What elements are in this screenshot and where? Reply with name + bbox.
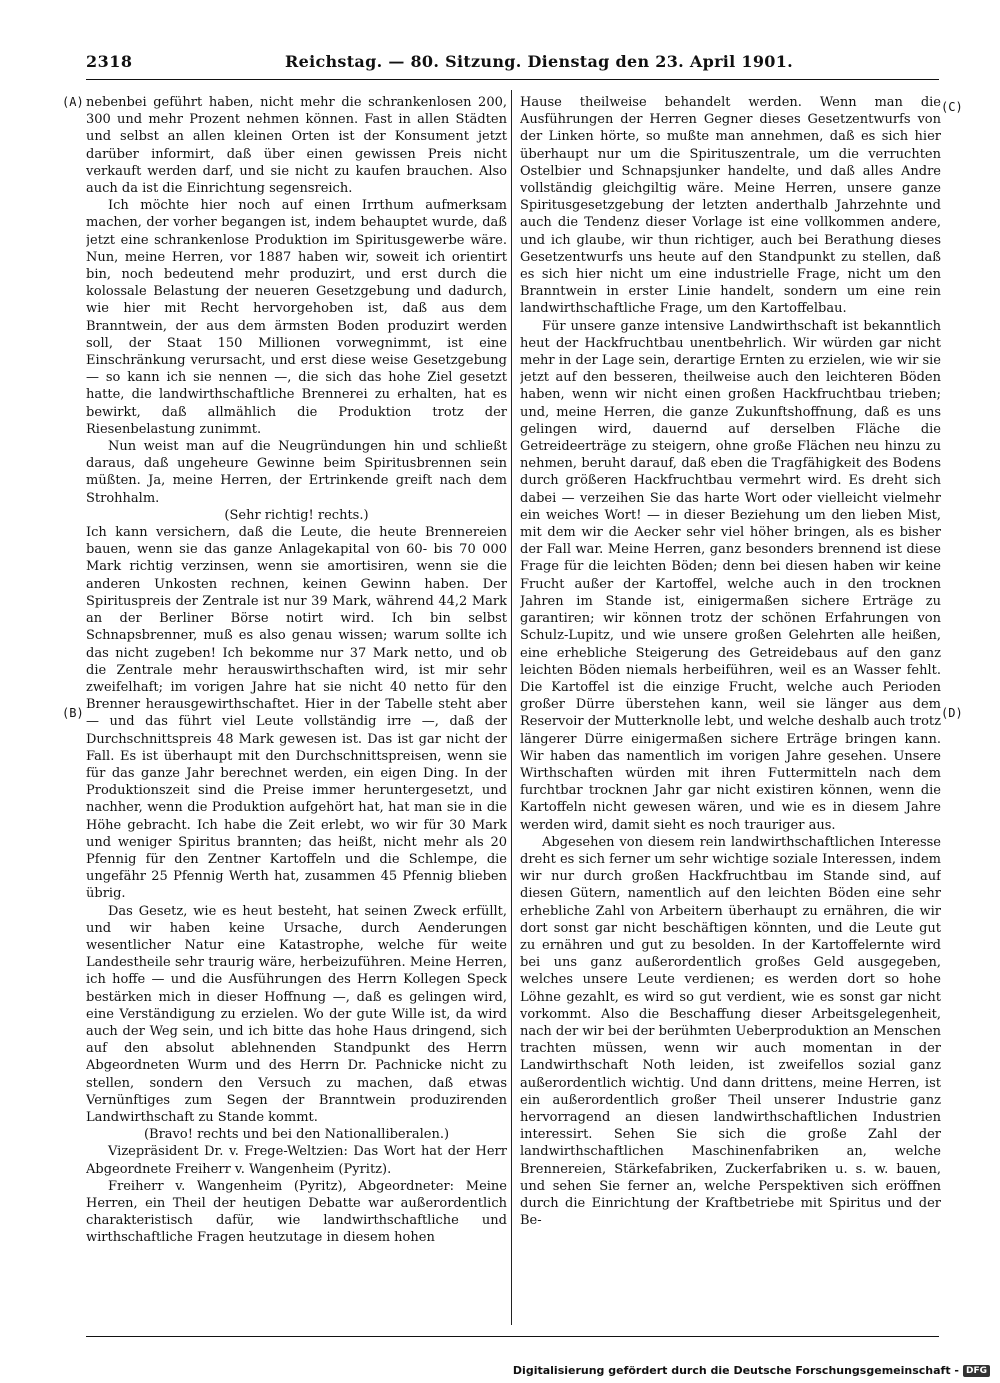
footer-rule (86, 1336, 939, 1337)
page-number: 2318 (86, 52, 133, 71)
margin-mark-c: (C) (941, 100, 963, 114)
margin-mark-a: (A) (62, 95, 84, 109)
right-column (520, 94, 941, 1324)
interjection: (Bravo! rechts und bei den Nationalliberalen.) (143, 1127, 450, 1143)
margin-mark-d: (D) (941, 706, 963, 720)
footer-text: Digitalisierung gefördert durch die Deutsche Forschungsgemeinschaft - (512, 1364, 959, 1377)
paragraph: Das Gesetz, wie es heut besteht, hat seinen Zweck erfüllt, und wir haben keine Ursache, durch Aenderungen wesentlicher Natur eine Katastrophe, welche für weite Landestheile sehr traurig wäre, herbeizuführen. Meine Herren, ich hoffe — und die Ausführungen des Herrn Kollegen Speck bestärken mich in dieser Hoffnung —, daß es gelingen wird, eine Verständigung zu erzielen. Wo der gute Wille ist, da wird auch der Weg sein, und ich bitte das hohe Haus dringend, sich auf den absolut ablehnenden Standpunkt des Herrn Abgeordneten Wurm und des Herrn Dr. Pachnicke nicht zu stellen, sondern den Versuch zu machen, daß etwas Vernünftiges zum Segen der Branntwein produzirenden Landwirthschaft zu Stande kommt. (86, 903, 507, 1125)
interjection: (Sehr richtig! rechts.) (224, 507, 369, 523)
paragraph: Nun weist man auf die Neugründungen hin und schließt daraus, daß ungeheure Gewinne beim Spiritusbrennen sein müßten. Ja, meine Herren, der Ertrinkende greift nach dem Strohhalm. (86, 439, 507, 506)
paragraph: Ich möchte hier noch auf einen Irrthum aufmerksam machen, der vorher begangen ist, indem behauptet wurde, daß jetzt eine schrankenlose Produktion im Spiritusgewerbe wäre. Nun, meine Herren, vor 1887 haben wir, soweit ich orientirt bin, noch bedeutend mehr produzirt, und erst durch die kolossale Belastung der neueren Gesetzgebung und dadurch, wie hier mit Recht hervorgehoben ist, daß aus dem Branntwein, der aus dem ärmsten Boden produzirt werden soll, der Staat 150 Millionen vorwegnimmt, ist eine Einschränkung verursacht, und erst diese weise Gesetzgebung — so kann ich sie nennen —, die sich das hohe Ziel gesetzt hatte, die landwirthschaftliche Brennerei zu erhalten, hat es bewirkt, daß allmählich die Produktion trotz der Riesenbelastung zunimmt. (86, 198, 507, 437)
running-head: Reichstag. — 80. Sitzung. Dienstag den 23. April 1901. (285, 52, 794, 71)
paragraph: Abgesehen von diesem rein landwirthschaftlichen Interesse dreht es sich ferner um sehr wichtige soziale Interessen, indem wir nur durch großen Hackfruchtbau im Stande sind, auf diesen Gütern, namentlich auf den leichten Böden eine sehr erhebliche Zahl von Arbeitern überhaupt zu ernähren, die wir dort sonst gar nicht beschäftigen könnten, und die Leute gut zu ernähren und gut zu besolden. In der Kartoffelernte wird bei uns ganz außerordentlich großes Geld ausgegeben, welches unsere Leute verdienen; es werden dort so hohe Löhne gezahlt, es wird so gut verdient, wie es sonst gar nicht vorkommt. Also die Beschaffung dieser Arbeitsgelegenheit, nach der wir bei der berühmten Ueberproduktion an Menschen trachten müssen, wenn wir auch momentan in der Landwirthschaft Noth leiden, ist zweifellos sozial ganz außerordentlich wichtig. Und dann drittens, meine Herren, ist ein außerordentlich großer Theil unserer Industrie ganz hervorragend an diesen landwirthschaftlichen Industrien interessirt. Sehen Sie sich die große Zahl der landwirthschaftlichen Maschinenfabriken an, welche Brennereien, Stärkefabriken, Zuckerfabriken u. s. w. bauen, und sehen Sie ferner an, welche Perspektiven sich eröffnen durch die Einrichtung der Kraftbetriebe mit Spiritus und der Be- (520, 834, 941, 1229)
column-divider (511, 90, 512, 1325)
dfg-logo-icon: DFG (963, 1365, 990, 1377)
paragraph: Hause theilweise behandelt werden. Wenn man die Ausführungen der Herren Gegner dieses Gesetzentwurfs von der Linken hörte, so mußte man annehmen, daß es sich hier überhaupt nur um die Spirituszentrale, um die verruchten Ostelbier und Schnapsjunker handelte, und daß alles Andre vollständig gleichgiltig wäre. Meine Herren, unsere ganze Spiritusgesetzgebung der letzten anderthalb Jahrzehnte und auch die Tendenz dieser Vorlage ist eine vollkommen andere, und ich glaube, wir thun richtiger, auch bei Berathung dieses Gesetzentwurfs uns heute auf den Standpunkt zu stellen, daß es sich hier nicht um eine industrielle Frage, nicht um den Branntwein in erster Linie handelt, sondern um eine rein landwirthschaftliche Frage, um den Kartoffelbau. (520, 95, 941, 317)
footer (513, 1364, 990, 1377)
paragraph: Für unsere ganze intensive Landwirthschaft ist bekanntlich heut der Hackfruchtbau unentbehrlich. Wir würden gar nicht mehr in der Lage sein, derartige Ernten zu erzielen, wie wir sie jetzt auf den besseren, theilweise auch den leichteren Böden haben, wenn wir nicht einen großen Hackfruchtbau trieben; und, meine Herren, die ganze Zukunftshoffnung, daß es uns gelingen wird, dauernd auf derselben Fläche die Getreideerträge zu steigern, ohne große Flächen neu hinzu zu nehmen, beruht darauf, daß eben die Tragfähigkeit des Bodens durch größeren Hackfruchtbau vermehrt wird. Es dreht sich dabei — verzeihen Sie das harte Wort oder vielleicht vielmehr ein weiches Wort! — in dieser Beziehung um den lieben Mist, mit dem wir die Aecker sehr viel höher bringen, als es bisher der Fall war. Meine Herren, ganz besonders brennend ist diese Frage für die leichten Böden; denn bei diesen haben wir keine Frucht außer der Kartoffel, welche auch in den trocknen Jahren im Stande ist, einigermaßen sichere Erträge zu garantiren; wir können trotz der schönen Erfahrungen von Schulz-Lupitz, und wie unsere großen Gelehrten alle heißen, eine erhebliche Steigerung des Getreidebaus auf den ganz leichten Böden niemals herbeiführen, weil es an Wasser fehlt. Die Kartoffel ist die einzige Frucht, welche auch Perioden großer Dürre überstehen kann, weil sie länger aus dem Reservoir der Mutterknolle lebt, und welche deshalb auch trotz längerer Dürre einigermaßen sichere Erträge bringen kann. Wir haben das namentlich im vorigen Jahre gesehen. Unsere Wirthschaften würden mit ihren Futtermitteln nach dem furchtbar trocknen Jahr gar nicht existiren können, wenn die Kartoffeln nicht gewesen wären, und wie es in diesem Jahre werden wird, damit sieht es noch trauriger aus. (520, 318, 941, 833)
left-column (86, 94, 507, 1324)
header-rule (86, 79, 939, 80)
paragraph: nebenbei geführt haben, nicht mehr die schrankenlosen 200, 300 und mehr Prozent nehmen können. Fast in allen Städten und selbst an allen kleinen Orten ist der Konsument jetzt darüber informirt, daß über einen gewissen Preis nicht verkauft werden darf, und sie nicht zu kaufen brauchen. Also auch da ist die Einrichtung segensreich. (86, 95, 507, 197)
paragraph: Vizepräsident Dr. v. Frege-Weltzien: Das Wort hat der Herr Abgeordnete Freiherr v. Wangenheim (Pyritz). (86, 1144, 507, 1177)
paragraph: Ich kann versichern, daß die Leute, die heute Brennereien bauen, wenn sie das ganze Anlagekapital von 60- bis 70 000 Mark richtig verzinsen, wenn sie amortisiren, wenn sie die anderen Unkosten rechnen, keinen Gewinn haben. Der Spirituspreis der Zentrale ist nur 39 Mark, während 44,2 Mark an der Berliner Börse notirt wird. Ich bin selbst Schnapsbrenner, muß es also genau wissen; warum sollte ich das nicht zugeben! Ich bekomme nur 37 Mark netto, und ob die Zentrale mehr herauswirthschaften wird, ist mir sehr zweifelhaft; im vorigen Jahre hat sie nicht 40 netto für den Brenner herausgewirthschaftet. Hier in der Tabelle steht aber — und das führt viel Leute vollständig irre —, daß der Durchschnittspreis 48 Mark gewesen ist. Das ist gar nicht der Fall. Es ist überhaupt mit den Durchschnittspreisen, wenn sie für das ganze Jahr berechnet werden, ein eigen Ding. In der Produktionszeit sind die Preise immer heruntergesetzt, und nachher, wenn die Produktion aufgehört hat, hat man sie in die Höhe gebracht. Ich habe die Zeit erlebt, wo wir für 30 Mark und weniger Spiritus brannten; das heißt, nicht mehr als 20 Pfennig für den Zentner Kartoffeln und die Schlempe, die ungefähr 25 Pfennig Werth hat, zusammen 45 Pfennig blieben übrig. (86, 525, 507, 902)
paragraph: Freiherr v. Wangenheim (Pyritz), Abgeordneter: Meine Herren, ein Theil der heutigen Debatte war außerordentlich charakteristisch dafür, wie landwirthschaftliche und wirthschaftliche Fragen heutzutage in diesem hohen (86, 1178, 507, 1246)
margin-mark-b: (B) (62, 706, 84, 720)
